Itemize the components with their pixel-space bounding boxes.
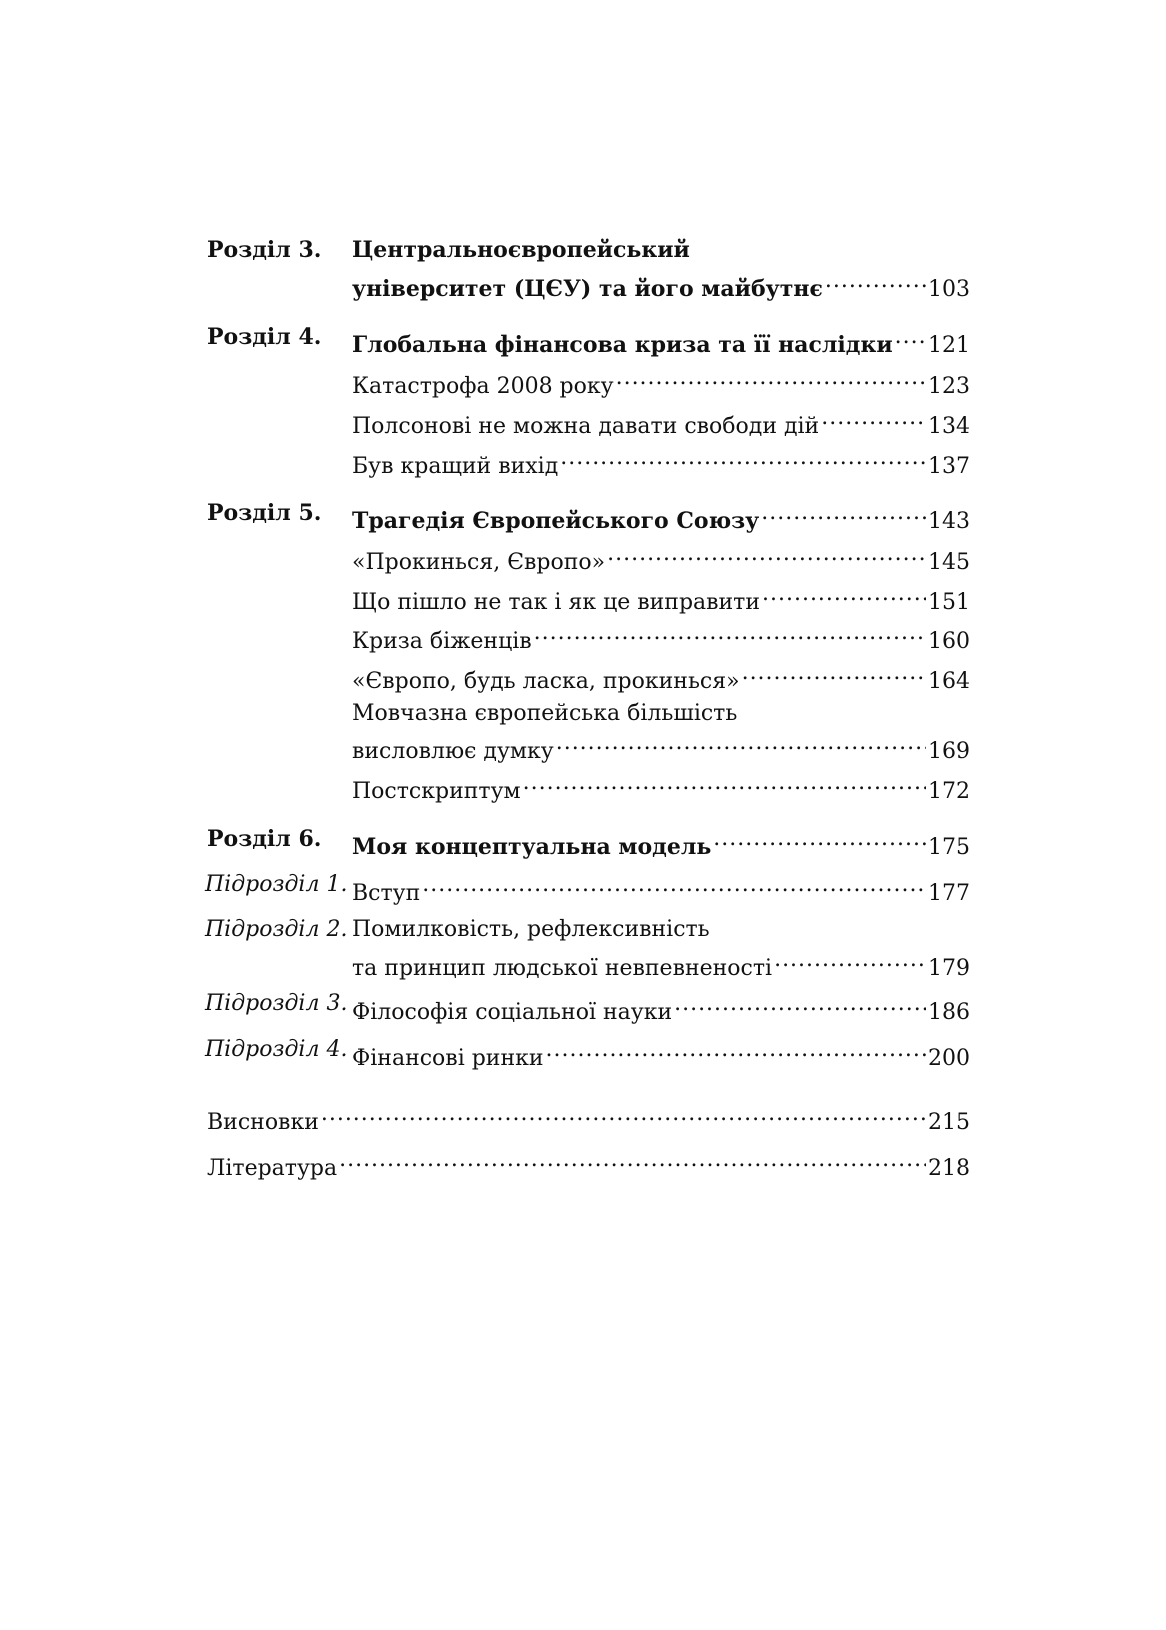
chapter-5-title: Трагедія Європейського Союзу bbox=[352, 508, 760, 534]
subsection-4-label: Підрозділ 4. bbox=[205, 1037, 348, 1062]
toc-entry-page: 172 bbox=[928, 779, 970, 804]
toc-entry-title: «Європо, будь ласка, прокинься» bbox=[352, 669, 740, 694]
toc-entry-conclusions[interactable] bbox=[207, 1099, 970, 1138]
toc-entry-ch4-sub-1[interactable] bbox=[352, 363, 970, 402]
leader-dots bbox=[420, 870, 926, 900]
chapter-5-page: 143 bbox=[928, 509, 970, 534]
toc-entry-ch5-sub-3[interactable] bbox=[352, 618, 970, 657]
toc-entry-page: 137 bbox=[928, 454, 970, 479]
chapter-4-label: Розділ 4. bbox=[207, 324, 322, 350]
leader-dots bbox=[711, 824, 926, 854]
leader-dots bbox=[337, 1145, 926, 1175]
toc-entry-ch4-sub-2[interactable] bbox=[352, 403, 970, 442]
toc-entry-ch6-sub-2[interactable] bbox=[352, 945, 970, 984]
toc-entry-title: Був кращий вихід bbox=[352, 454, 559, 479]
leader-dots bbox=[760, 579, 926, 609]
leader-dots bbox=[759, 498, 926, 528]
toc-entry-ch5-sub-6[interactable] bbox=[352, 768, 970, 807]
toc-entry-ch4-sub-3[interactable] bbox=[352, 443, 970, 482]
toc-entry-page: 186 bbox=[928, 1000, 970, 1025]
toc-entry-title: Література bbox=[207, 1156, 338, 1181]
toc-entry-page: 134 bbox=[928, 414, 970, 439]
toc-entry-title-line1: Помилковість, рефлексивність bbox=[352, 917, 710, 942]
toc-entry-title: Висновки bbox=[207, 1110, 319, 1135]
toc-entry-title: Філософія соціальної науки bbox=[352, 1000, 673, 1025]
toc-entry-ch5-sub-4[interactable] bbox=[352, 658, 970, 697]
toc-entry-title-line2: та принцип людської невпевненості bbox=[352, 956, 773, 981]
toc-entry-chapter-4[interactable] bbox=[352, 322, 970, 361]
toc-entry-ch6-sub-1[interactable] bbox=[352, 870, 970, 909]
toc-entry-page: 179 bbox=[928, 956, 970, 981]
leader-dots bbox=[819, 403, 926, 433]
toc-entry-title-line2: висловлює думку bbox=[352, 739, 554, 764]
leader-dots bbox=[605, 539, 926, 569]
chapter-4-page: 121 bbox=[928, 333, 970, 358]
toc-entry-chapter-3[interactable] bbox=[352, 266, 970, 305]
leader-dots bbox=[740, 658, 926, 688]
toc-entry-ch5-sub-1[interactable] bbox=[352, 539, 970, 578]
leader-dots bbox=[544, 1035, 926, 1065]
toc-entry-title: Криза біженців bbox=[352, 629, 532, 654]
chapter-3-title-line1: Центральноєвропейський bbox=[352, 237, 690, 263]
leader-dots bbox=[554, 728, 926, 758]
toc-entry-title: Вступ bbox=[352, 881, 421, 906]
chapter-3-page: 103 bbox=[928, 277, 970, 302]
leader-dots bbox=[558, 443, 926, 473]
toc-entry-title: Полсонові не можна давати свободи дій bbox=[352, 414, 820, 439]
toc-entry-ch5-sub-5[interactable] bbox=[352, 728, 970, 767]
toc-entry-page: 177 bbox=[928, 881, 970, 906]
chapter-4-title: Глобальна фінансова криза та її наслідки bbox=[352, 332, 893, 358]
chapter-6-page: 175 bbox=[928, 835, 970, 860]
toc-entry-ch5-sub-2[interactable] bbox=[352, 579, 970, 618]
toc-entry-page: 169 bbox=[928, 739, 970, 764]
toc-entry-ch6-sub-4[interactable] bbox=[352, 1035, 970, 1074]
leader-dots bbox=[772, 945, 926, 975]
toc-entry-page: 164 bbox=[928, 669, 970, 694]
toc-entry-chapter-5[interactable] bbox=[352, 498, 970, 537]
subsection-2-label: Підрозділ 2. bbox=[205, 917, 348, 942]
toc-entry-title: «Прокинься, Європо» bbox=[352, 550, 606, 575]
toc-entry-title: Катастрофа 2008 року bbox=[352, 374, 614, 399]
toc-entry-page: 200 bbox=[928, 1046, 970, 1071]
chapter-6-title: Моя концептуальна модель bbox=[352, 834, 712, 860]
leader-dots bbox=[319, 1099, 926, 1129]
subsection-1-label: Підрозділ 1. bbox=[205, 872, 348, 897]
chapter-5-label: Розділ 5. bbox=[207, 500, 322, 526]
chapter-3-title-line2: університет (ЦЄУ) та його майбутнє bbox=[352, 276, 823, 302]
toc-entry-title: Фінансові ринки bbox=[352, 1046, 544, 1071]
toc-entry-chapter-6[interactable] bbox=[352, 824, 970, 863]
leader-dots bbox=[893, 322, 926, 352]
toc-entry-page: 218 bbox=[928, 1156, 970, 1181]
toc-entry-title-line1: Мовчазна європейська більшість bbox=[352, 701, 738, 726]
toc-entry-page: 160 bbox=[928, 629, 970, 654]
leader-dots bbox=[672, 989, 926, 1019]
leader-dots bbox=[521, 768, 926, 798]
leader-dots bbox=[614, 363, 926, 393]
toc-entry-page: 215 bbox=[928, 1110, 970, 1135]
leader-dots bbox=[532, 618, 926, 648]
toc-entry-page: 145 bbox=[928, 550, 970, 575]
toc-entry-page: 123 bbox=[928, 374, 970, 399]
chapter-3-label: Розділ 3. bbox=[207, 237, 322, 263]
toc-entry-title: Постскриптум bbox=[352, 779, 521, 804]
subsection-3-label: Підрозділ 3. bbox=[205, 991, 348, 1016]
toc-entry-references[interactable] bbox=[207, 1145, 970, 1184]
toc-entry-page: 151 bbox=[928, 590, 970, 615]
toc-entry-title: Що пішло не так і як це виправити bbox=[352, 590, 761, 615]
toc-entry-ch6-sub-3[interactable] bbox=[352, 989, 970, 1028]
chapter-6-label: Розділ 6. bbox=[207, 826, 322, 852]
leader-dots bbox=[823, 266, 926, 296]
